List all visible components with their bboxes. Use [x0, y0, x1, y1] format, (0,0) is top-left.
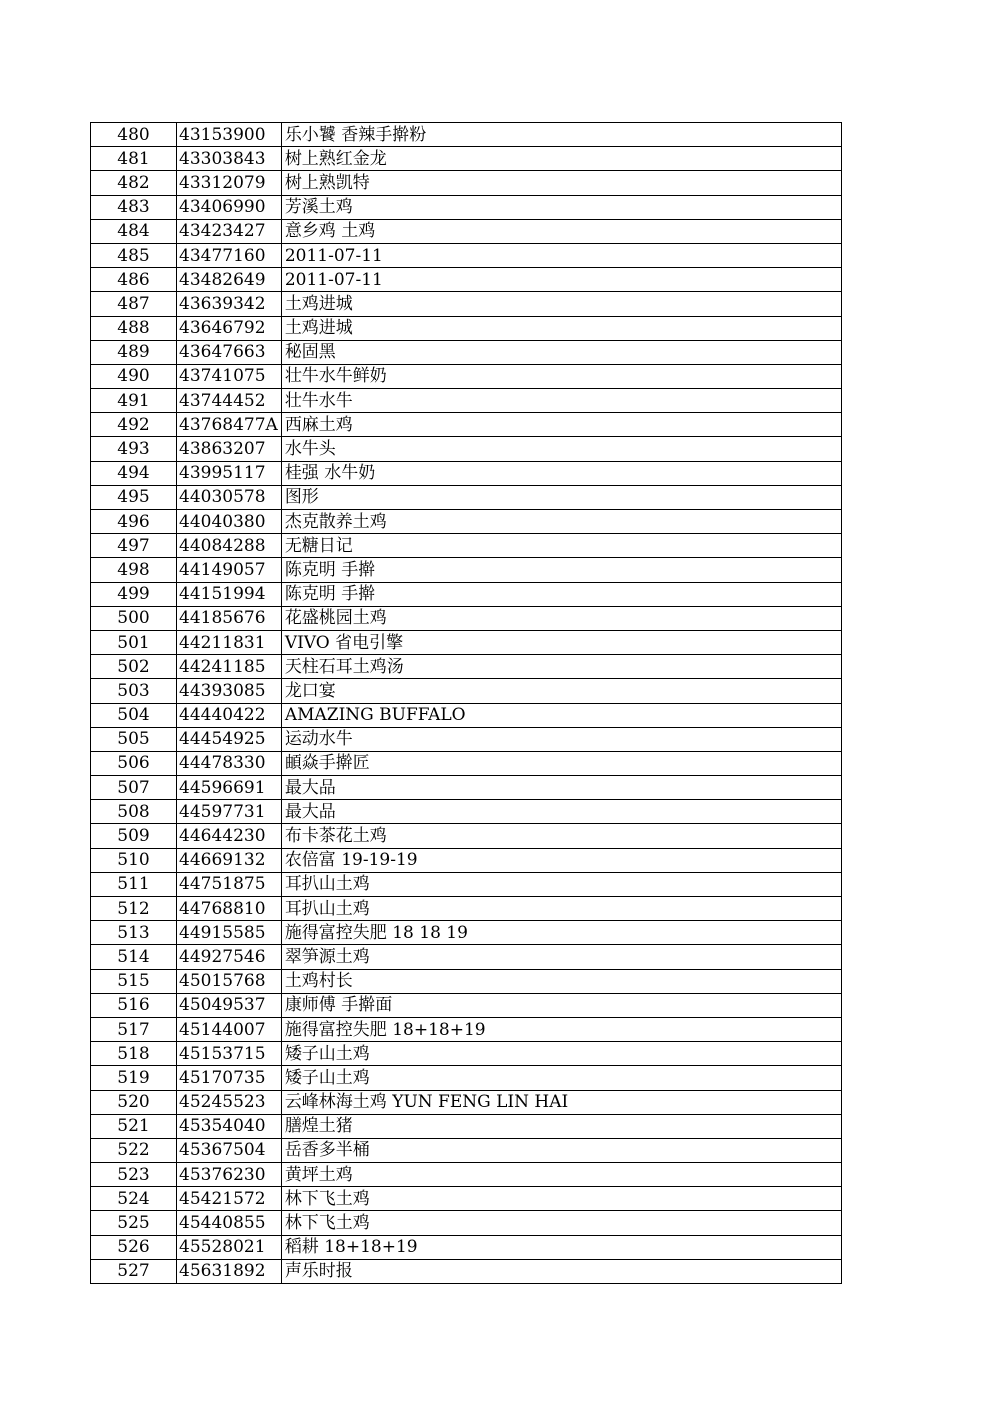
trademark-name-cell: 图形: [281, 485, 841, 509]
registration-number-cell: 44597731: [177, 800, 282, 824]
table-row: [91, 1235, 842, 1259]
trademark-name-cell: 龙口宴: [281, 679, 841, 703]
table-row: [91, 1114, 842, 1138]
row-number-cell: 503: [91, 679, 177, 703]
trademark-name-cell: 矮子山土鸡: [281, 1066, 841, 1090]
registration-number-cell: 44669132: [177, 848, 282, 872]
registration-number-cell: 45376230: [177, 1163, 282, 1187]
trademark-name-cell: 树上熟红金龙: [281, 147, 841, 171]
registration-number-cell: 43639342: [177, 292, 282, 316]
trademark-name-cell: 杰克散养土鸡: [281, 510, 841, 534]
registration-number-cell: 44149057: [177, 558, 282, 582]
table-row: [91, 703, 842, 727]
registration-number-cell: 45421572: [177, 1187, 282, 1211]
trademark-name-cell: 土鸡进城: [281, 316, 841, 340]
trademark-name-cell: 康师傅 手擀面: [281, 993, 841, 1017]
table-row: [91, 437, 842, 461]
trademark-name-cell: 水牛头: [281, 437, 841, 461]
registration-number-cell: 44393085: [177, 679, 282, 703]
table-row: [91, 993, 842, 1017]
trademark-name-cell: 天柱石耳土鸡汤: [281, 655, 841, 679]
row-number-cell: 489: [91, 340, 177, 364]
registration-number-cell: 43312079: [177, 171, 282, 195]
registration-number-cell: 43646792: [177, 316, 282, 340]
row-number-cell: 486: [91, 268, 177, 292]
trademark-name-cell: 无糖日记: [281, 534, 841, 558]
table-row: [91, 510, 842, 534]
registration-number-cell: 43153900: [177, 123, 282, 147]
table-row: [91, 872, 842, 896]
trademark-name-cell: 最大品: [281, 776, 841, 800]
registration-number-cell: 45015768: [177, 969, 282, 993]
registration-number-cell: 44040380: [177, 510, 282, 534]
table-row: [91, 123, 842, 147]
table-row: [91, 558, 842, 582]
row-number-cell: 507: [91, 776, 177, 800]
row-number-cell: 524: [91, 1187, 177, 1211]
table-row: [91, 800, 842, 824]
table-row: [91, 582, 842, 606]
row-number-cell: 511: [91, 872, 177, 896]
row-number-cell: 518: [91, 1042, 177, 1066]
trademark-name-cell: 土鸡村长: [281, 969, 841, 993]
row-number-cell: 522: [91, 1138, 177, 1162]
registration-number-cell: 45049537: [177, 993, 282, 1017]
trademark-name-cell: 最大品: [281, 800, 841, 824]
registration-number-cell: 44241185: [177, 655, 282, 679]
trademark-name-cell: 云峰林海土鸡 YUN FENG LIN HAI: [281, 1090, 841, 1114]
table-row: [91, 1138, 842, 1162]
trademark-name-cell: 桂强 水牛奶: [281, 461, 841, 485]
row-number-cell: 498: [91, 558, 177, 582]
registration-number-cell: 44211831: [177, 630, 282, 654]
registration-number-cell: 44596691: [177, 776, 282, 800]
table-row: [91, 292, 842, 316]
trademark-name-cell: VIVO 省电引擎: [281, 630, 841, 654]
row-number-cell: 496: [91, 510, 177, 534]
registration-number-cell: 45153715: [177, 1042, 282, 1066]
table-row: [91, 751, 842, 775]
row-number-cell: 516: [91, 993, 177, 1017]
table-row: [91, 1211, 842, 1235]
trademark-name-cell: 农倍富 19-19-19: [281, 848, 841, 872]
trademark-name-cell: 稻耕 18+18+19: [281, 1235, 841, 1259]
registration-number-cell: 44084288: [177, 534, 282, 558]
table-row: [91, 630, 842, 654]
trademark-name-cell: 2011-07-11: [281, 243, 841, 267]
registration-number-cell: 43482649: [177, 268, 282, 292]
table-row: [91, 534, 842, 558]
registration-number-cell: 44030578: [177, 485, 282, 509]
row-number-cell: 526: [91, 1235, 177, 1259]
row-number-cell: 512: [91, 897, 177, 921]
table-row: [91, 776, 842, 800]
row-number-cell: 506: [91, 751, 177, 775]
trademark-name-cell: 土鸡进城: [281, 292, 841, 316]
row-number-cell: 484: [91, 219, 177, 243]
row-number-cell: 513: [91, 921, 177, 945]
row-number-cell: 500: [91, 606, 177, 630]
table-row: [91, 1259, 842, 1283]
trademark-name-cell: 耳扒山土鸡: [281, 872, 841, 896]
table-row: [91, 848, 842, 872]
registration-number-cell: 45354040: [177, 1114, 282, 1138]
registration-number-cell: 43744452: [177, 389, 282, 413]
table-row: [91, 147, 842, 171]
registration-number-cell: 44768810: [177, 897, 282, 921]
registration-number-cell: 44644230: [177, 824, 282, 848]
table-row: [91, 679, 842, 703]
trademark-name-cell: 布卡茶花土鸡: [281, 824, 841, 848]
table-row: [91, 1163, 842, 1187]
trademark-name-cell: 声乐时报: [281, 1259, 841, 1283]
row-number-cell: 525: [91, 1211, 177, 1235]
table-row: [91, 1017, 842, 1041]
trademark-name-cell: 意乡鸡 土鸡: [281, 219, 841, 243]
table-row: [91, 897, 842, 921]
table-row: [91, 969, 842, 993]
table-row: [91, 461, 842, 485]
table-row: [91, 1066, 842, 1090]
trademark-name-cell: AMAZING BUFFALO: [281, 703, 841, 727]
row-number-cell: 517: [91, 1017, 177, 1041]
row-number-cell: 485: [91, 243, 177, 267]
table-row: [91, 316, 842, 340]
table-row: [91, 389, 842, 413]
trademark-name-cell: 膳煌土猪: [281, 1114, 841, 1138]
registration-number-cell: 44440422: [177, 703, 282, 727]
table-row: [91, 606, 842, 630]
table-body: [91, 123, 842, 1284]
registration-number-cell: 44927546: [177, 945, 282, 969]
registration-number-cell: 43423427: [177, 219, 282, 243]
trademark-name-cell: 耳扒山土鸡: [281, 897, 841, 921]
row-number-cell: 490: [91, 364, 177, 388]
row-number-cell: 487: [91, 292, 177, 316]
registration-number-cell: 43303843: [177, 147, 282, 171]
trademark-table: [90, 122, 842, 1284]
row-number-cell: 491: [91, 389, 177, 413]
row-number-cell: 480: [91, 123, 177, 147]
registration-number-cell: 43647663: [177, 340, 282, 364]
trademark-name-cell: 运动水牛: [281, 727, 841, 751]
row-number-cell: 493: [91, 437, 177, 461]
table-row: [91, 413, 842, 437]
table-row: [91, 655, 842, 679]
trademark-name-cell: 岳香多半桶: [281, 1138, 841, 1162]
trademark-name-cell: 林下飞土鸡: [281, 1211, 841, 1235]
table-row: [91, 171, 842, 195]
table-row: [91, 921, 842, 945]
trademark-name-cell: 花盛桃园土鸡: [281, 606, 841, 630]
registration-number-cell: 43768477A: [177, 413, 282, 437]
row-number-cell: 497: [91, 534, 177, 558]
trademark-name-cell: 壮牛水牛鲜奶: [281, 364, 841, 388]
trademark-name-cell: 施得富控失肥 18+18+19: [281, 1017, 841, 1041]
row-number-cell: 495: [91, 485, 177, 509]
trademark-name-cell: 矮子山土鸡: [281, 1042, 841, 1066]
registration-number-cell: 44478330: [177, 751, 282, 775]
registration-number-cell: 43406990: [177, 195, 282, 219]
trademark-name-cell: 翠笋源土鸡: [281, 945, 841, 969]
trademark-name-cell: 壮牛水牛: [281, 389, 841, 413]
registration-number-cell: 44454925: [177, 727, 282, 751]
registration-number-cell: 44751875: [177, 872, 282, 896]
registration-number-cell: 45367504: [177, 1138, 282, 1162]
registration-number-cell: 43477160: [177, 243, 282, 267]
row-number-cell: 515: [91, 969, 177, 993]
row-number-cell: 509: [91, 824, 177, 848]
trademark-name-cell: 乐小饕 香辣手擀粉: [281, 123, 841, 147]
row-number-cell: 481: [91, 147, 177, 171]
row-number-cell: 488: [91, 316, 177, 340]
trademark-name-cell: 西麻土鸡: [281, 413, 841, 437]
registration-number-cell: 45440855: [177, 1211, 282, 1235]
table-row: [91, 1090, 842, 1114]
table-row: [91, 945, 842, 969]
row-number-cell: 514: [91, 945, 177, 969]
trademark-name-cell: 黄坪土鸡: [281, 1163, 841, 1187]
trademark-name-cell: 树上熟凯特: [281, 171, 841, 195]
trademark-name-cell: 林下飞土鸡: [281, 1187, 841, 1211]
trademark-name-cell: 2011-07-11: [281, 268, 841, 292]
registration-number-cell: 43995117: [177, 461, 282, 485]
trademark-name-cell: 秘固黑: [281, 340, 841, 364]
row-number-cell: 520: [91, 1090, 177, 1114]
row-number-cell: 527: [91, 1259, 177, 1283]
row-number-cell: 499: [91, 582, 177, 606]
trademark-name-cell: 施得富控失肥 18 18 19: [281, 921, 841, 945]
table-row: [91, 195, 842, 219]
table-row: [91, 1187, 842, 1211]
table-row: [91, 824, 842, 848]
row-number-cell: 494: [91, 461, 177, 485]
row-number-cell: 519: [91, 1066, 177, 1090]
row-number-cell: 504: [91, 703, 177, 727]
row-number-cell: 483: [91, 195, 177, 219]
registration-number-cell: 43741075: [177, 364, 282, 388]
registration-number-cell: 45144007: [177, 1017, 282, 1041]
table-row: [91, 268, 842, 292]
table-row: [91, 485, 842, 509]
registration-number-cell: 43863207: [177, 437, 282, 461]
row-number-cell: 510: [91, 848, 177, 872]
registration-number-cell: 44151994: [177, 582, 282, 606]
trademark-name-cell: 陈克明 手擀: [281, 582, 841, 606]
registration-number-cell: 44185676: [177, 606, 282, 630]
table-row: [91, 727, 842, 751]
registration-number-cell: 45631892: [177, 1259, 282, 1283]
table-row: [91, 340, 842, 364]
row-number-cell: 523: [91, 1163, 177, 1187]
table-row: [91, 364, 842, 388]
table-row: [91, 1042, 842, 1066]
row-number-cell: 508: [91, 800, 177, 824]
registration-number-cell: 45245523: [177, 1090, 282, 1114]
registration-number-cell: 45528021: [177, 1235, 282, 1259]
row-number-cell: 482: [91, 171, 177, 195]
registration-number-cell: 44915585: [177, 921, 282, 945]
trademark-name-cell: 陈克明 手擀: [281, 558, 841, 582]
row-number-cell: 505: [91, 727, 177, 751]
table-row: [91, 243, 842, 267]
row-number-cell: 502: [91, 655, 177, 679]
row-number-cell: 492: [91, 413, 177, 437]
trademark-name-cell: 頔焱手擀匠: [281, 751, 841, 775]
row-number-cell: 521: [91, 1114, 177, 1138]
trademark-name-cell: 芳溪土鸡: [281, 195, 841, 219]
table-row: [91, 219, 842, 243]
registration-number-cell: 45170735: [177, 1066, 282, 1090]
row-number-cell: 501: [91, 630, 177, 654]
